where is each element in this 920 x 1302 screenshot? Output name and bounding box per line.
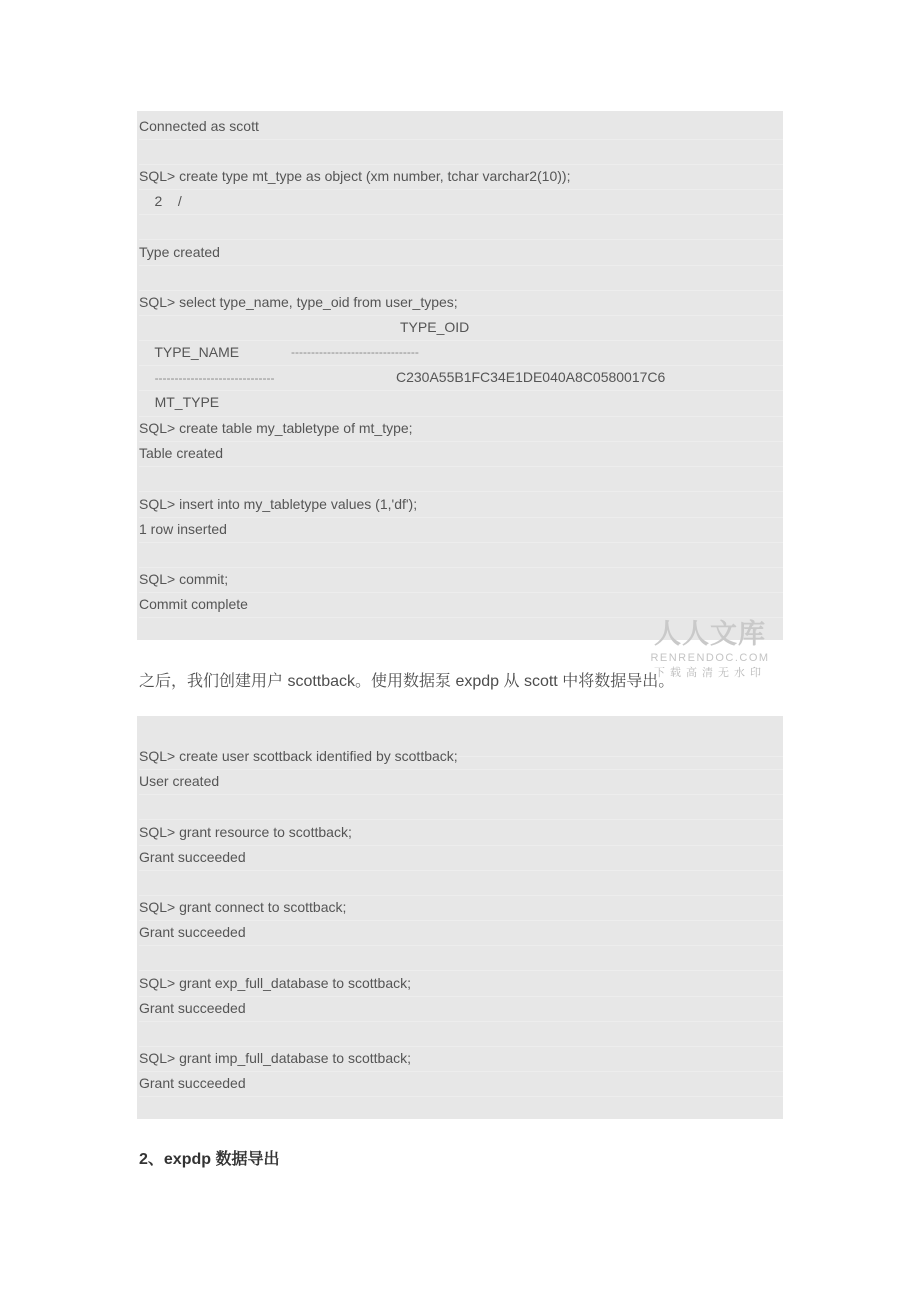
- sql-code-block-2: [137, 716, 783, 1119]
- code-line: Grant succeeded: [139, 996, 783, 1022]
- code-line: Grant succeeded: [139, 920, 783, 946]
- result-header-row: [139, 315, 783, 360]
- type-oid-value: C230A55B1FC34E1DE040A8C0580017C6: [396, 369, 666, 385]
- code-line: Type created: [139, 240, 783, 266]
- section-heading: 2、expdp 数据导出: [139, 1151, 280, 1168]
- code-line: User created: [139, 769, 783, 795]
- code-line: [139, 870, 783, 896]
- watermark-logo: 人人文库: [654, 619, 766, 650]
- code-line: SQL> grant resource to scottback;: [139, 820, 783, 846]
- code-line: SQL> create user scottback identified by scottback;: [139, 744, 783, 770]
- code-line: SQL> commit;: [139, 567, 783, 593]
- code-line: Grant succeeded: [139, 1071, 783, 1097]
- code-line: [139, 214, 783, 240]
- code-line: SQL> grant connect to scottback;: [139, 895, 783, 921]
- type-name-value: MT_TYPE: [154, 394, 220, 410]
- code-line: [139, 542, 783, 568]
- result-data-row: [139, 365, 783, 410]
- code-line: SQL> insert into my_tabletype values (1,'df');: [139, 492, 783, 518]
- watermark-tagline: 下载高清无水印: [654, 667, 766, 679]
- code-line: SQL> create table my_tabletype of mt_type;: [139, 416, 783, 442]
- separator-dashes-1: ------------------------------: [154, 371, 275, 385]
- code-line: [139, 466, 783, 492]
- code-line: [139, 391, 783, 417]
- code-line: Connected as scott: [139, 114, 783, 140]
- separator-dashes-2: --------------------------------: [291, 345, 419, 359]
- code-line: [139, 794, 783, 820]
- code-line: [139, 945, 783, 971]
- code-line: 2 /: [139, 189, 783, 215]
- code-line: SQL> grant imp_full_database to scottback;: [139, 1046, 783, 1072]
- code-line: 1 row inserted: [139, 517, 783, 543]
- code-line: [139, 265, 783, 291]
- code-line: [139, 139, 783, 165]
- code-line: [139, 1021, 783, 1047]
- code-line: Grant succeeded: [139, 845, 783, 871]
- type-name-header: TYPE_NAME: [154, 344, 240, 360]
- code-line: Table created: [139, 441, 783, 467]
- type-oid-header: TYPE_OID: [400, 319, 470, 335]
- code-line: Commit complete: [139, 592, 783, 618]
- code-line: SQL> grant exp_full_database to scottback;: [139, 971, 783, 997]
- sql-code-block-1: [137, 111, 783, 640]
- code-line: SQL> select type_name, type_oid from user_types;: [139, 290, 783, 316]
- watermark-url: RENRENDOC.COM: [650, 652, 770, 664]
- body-paragraph: 之后，我们创建用户 scottback。使用数据泵 expdp 从 scott 中将数据导出。: [139, 673, 675, 690]
- code-line: SQL> create type mt_type as object (xm number, tchar varchar2(10));: [139, 164, 783, 190]
